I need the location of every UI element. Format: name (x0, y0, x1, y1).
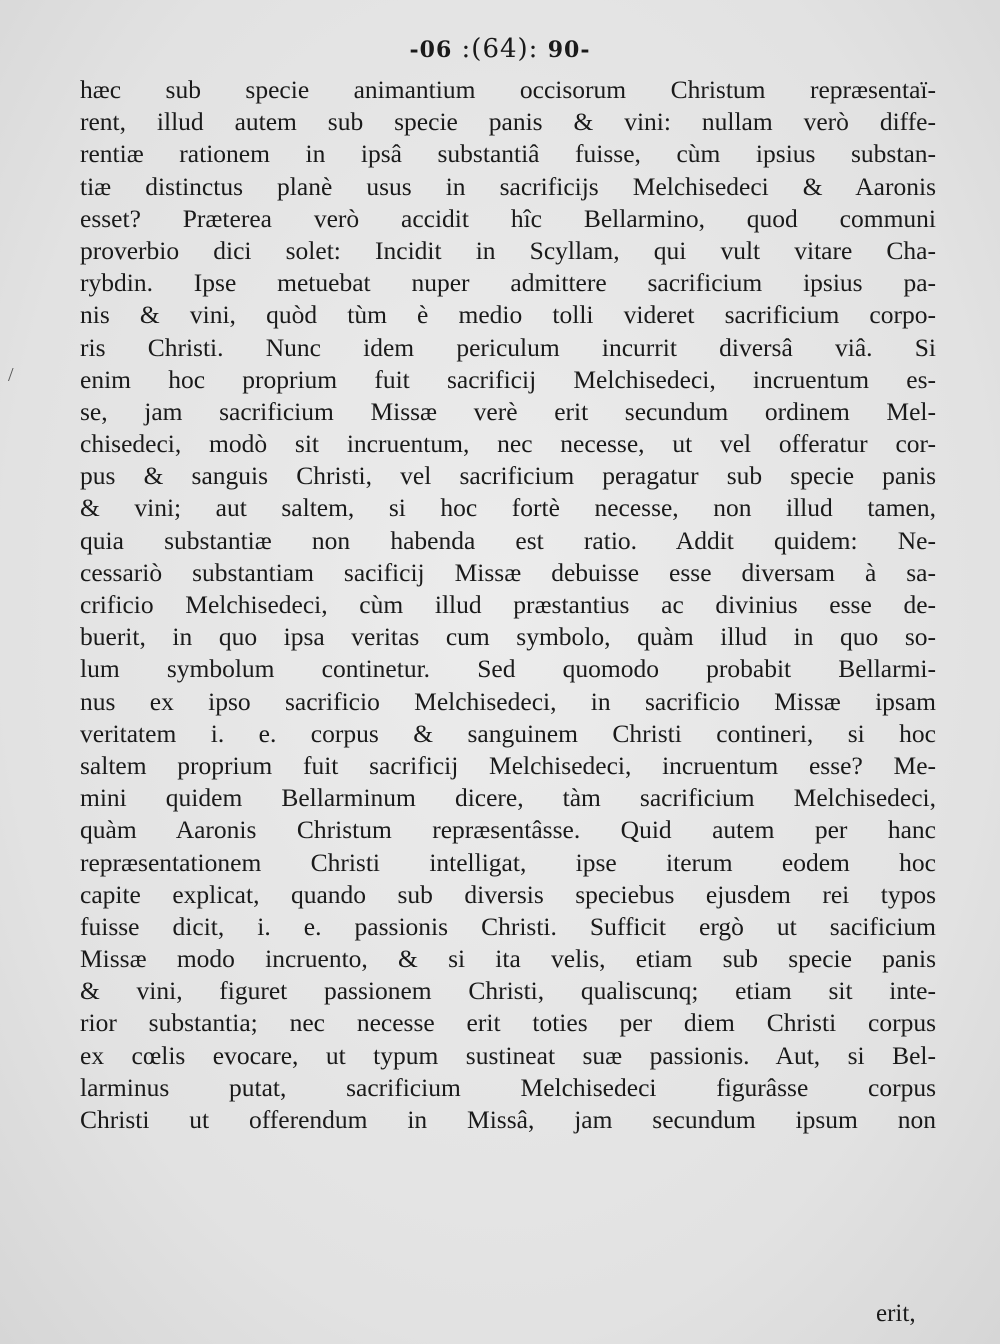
body-text (80, 74, 936, 1136)
text-line: & vini, figuret passionem Christi, qualiscunq; etiam sit inte- (80, 976, 936, 1006)
text-line: repræsentationem Christi intelligat, ipse iterum eodem hoc (80, 847, 936, 877)
text-line: esset? Præterea verò accidit hîc Bellarmino, quod communi (80, 203, 936, 233)
text-line: proverbio dici solet: Incidit in Scyllam, qui vult vitare Cha- (80, 235, 936, 265)
text-line: ris Christi. Nunc idem periculum incurrit diversâ viâ. Si (80, 332, 936, 362)
ornament-right: 90- (547, 37, 591, 63)
ornament-left: -06 (409, 37, 453, 63)
text-line: quia substantiæ non habenda est ratio. Addit quidem: Ne- (80, 525, 936, 555)
text-line: veritatem i. e. corpus & sanguinem Christi contineri, si hoc (80, 718, 936, 748)
catchword: erit, (876, 1300, 916, 1327)
margin-mark: / (8, 364, 14, 386)
text-line: saltem proprium fuit sacrificij Melchisedeci, incruentum esse? Me- (80, 750, 936, 780)
text-line: & vini; aut saltem, si hoc fortè necesse, non illud tamen, (80, 493, 936, 523)
text-line: capite explicat, quando sub diversis speciebus ejusdem rei typos (80, 879, 936, 909)
text-line: ex cœlis evocare, ut typum sustineat suæ passionis. Aut, si Bel- (80, 1040, 936, 1070)
text-line: lum symbolum continetur. Sed quomodo probabit Bellarmi- (80, 654, 936, 684)
text-line: pus & sanguis Christi, vel sacrificium peragatur sub specie panis (80, 461, 936, 491)
text-line: mini quidem Bellarminum dicere, tàm sacrificium Melchisedeci, (80, 783, 936, 813)
text-line: quàm Aaronis Christum repræsentâsse. Quid autem per hanc (80, 815, 936, 845)
text-line: se, jam sacrificium Missæ verè erit secundum ordinem Mel- (80, 396, 936, 426)
page-header (0, 34, 1000, 64)
text-line: tiæ distinctus planè usus in sacrificijs Melchisedeci & Aaronis (80, 171, 936, 201)
text-line: rior substantia; nec necesse erit toties per diem Christi corpus (80, 1008, 936, 1038)
text-line: cessariò substantiam sacificij Missæ debuisse esse diversam à sa- (80, 557, 936, 587)
text-line: rybdin. Ipse metuebat nuper admittere sacrificium ipsius pa- (80, 268, 936, 298)
text-line: rentiæ rationem in ipsâ substantiâ fuisse, cùm ipsius substan- (80, 139, 936, 169)
text-line: nus ex ipso sacrificio Melchisedeci, in sacrificio Missæ ipsam (80, 686, 936, 716)
text-line: crificio Melchisedeci, cùm illud præstantius ac divinius esse de- (80, 590, 936, 619)
text-line: chisedeci, modò sit incruentum, nec necesse, ut vel offeratur cor- (80, 429, 936, 459)
text-line: Christi ut offerendum in Missâ, jam secundum ipsum non (80, 1105, 936, 1134)
text-line: rent, illud autem sub specie panis & vini: nullam verò diffe- (80, 107, 936, 137)
text-line: nis & vini, quòd tùm è medio tolli videret sacrificium corpo- (80, 300, 936, 330)
text-line: enim hoc proprium fuit sacrificij Melchisedeci, incruentum es- (80, 364, 936, 394)
text-line: fuisse dicit, i. e. passionis Christi. Sufficit ergò ut sacificium (80, 911, 936, 941)
text-line: larminus putat, sacrificium Melchisedeci figurâsse corpus (80, 1072, 936, 1102)
text-line: Missæ modo incruento, & si ita velis, etiam sub specie panis (80, 944, 936, 974)
text-line: hæc sub specie animantium occisorum Christum repræsentaï- (80, 75, 936, 104)
page-number: :(64): (461, 34, 539, 64)
text-line: buerit, in quo ipsa veritas cum symbolo, quàm illud in quo so- (80, 622, 936, 652)
